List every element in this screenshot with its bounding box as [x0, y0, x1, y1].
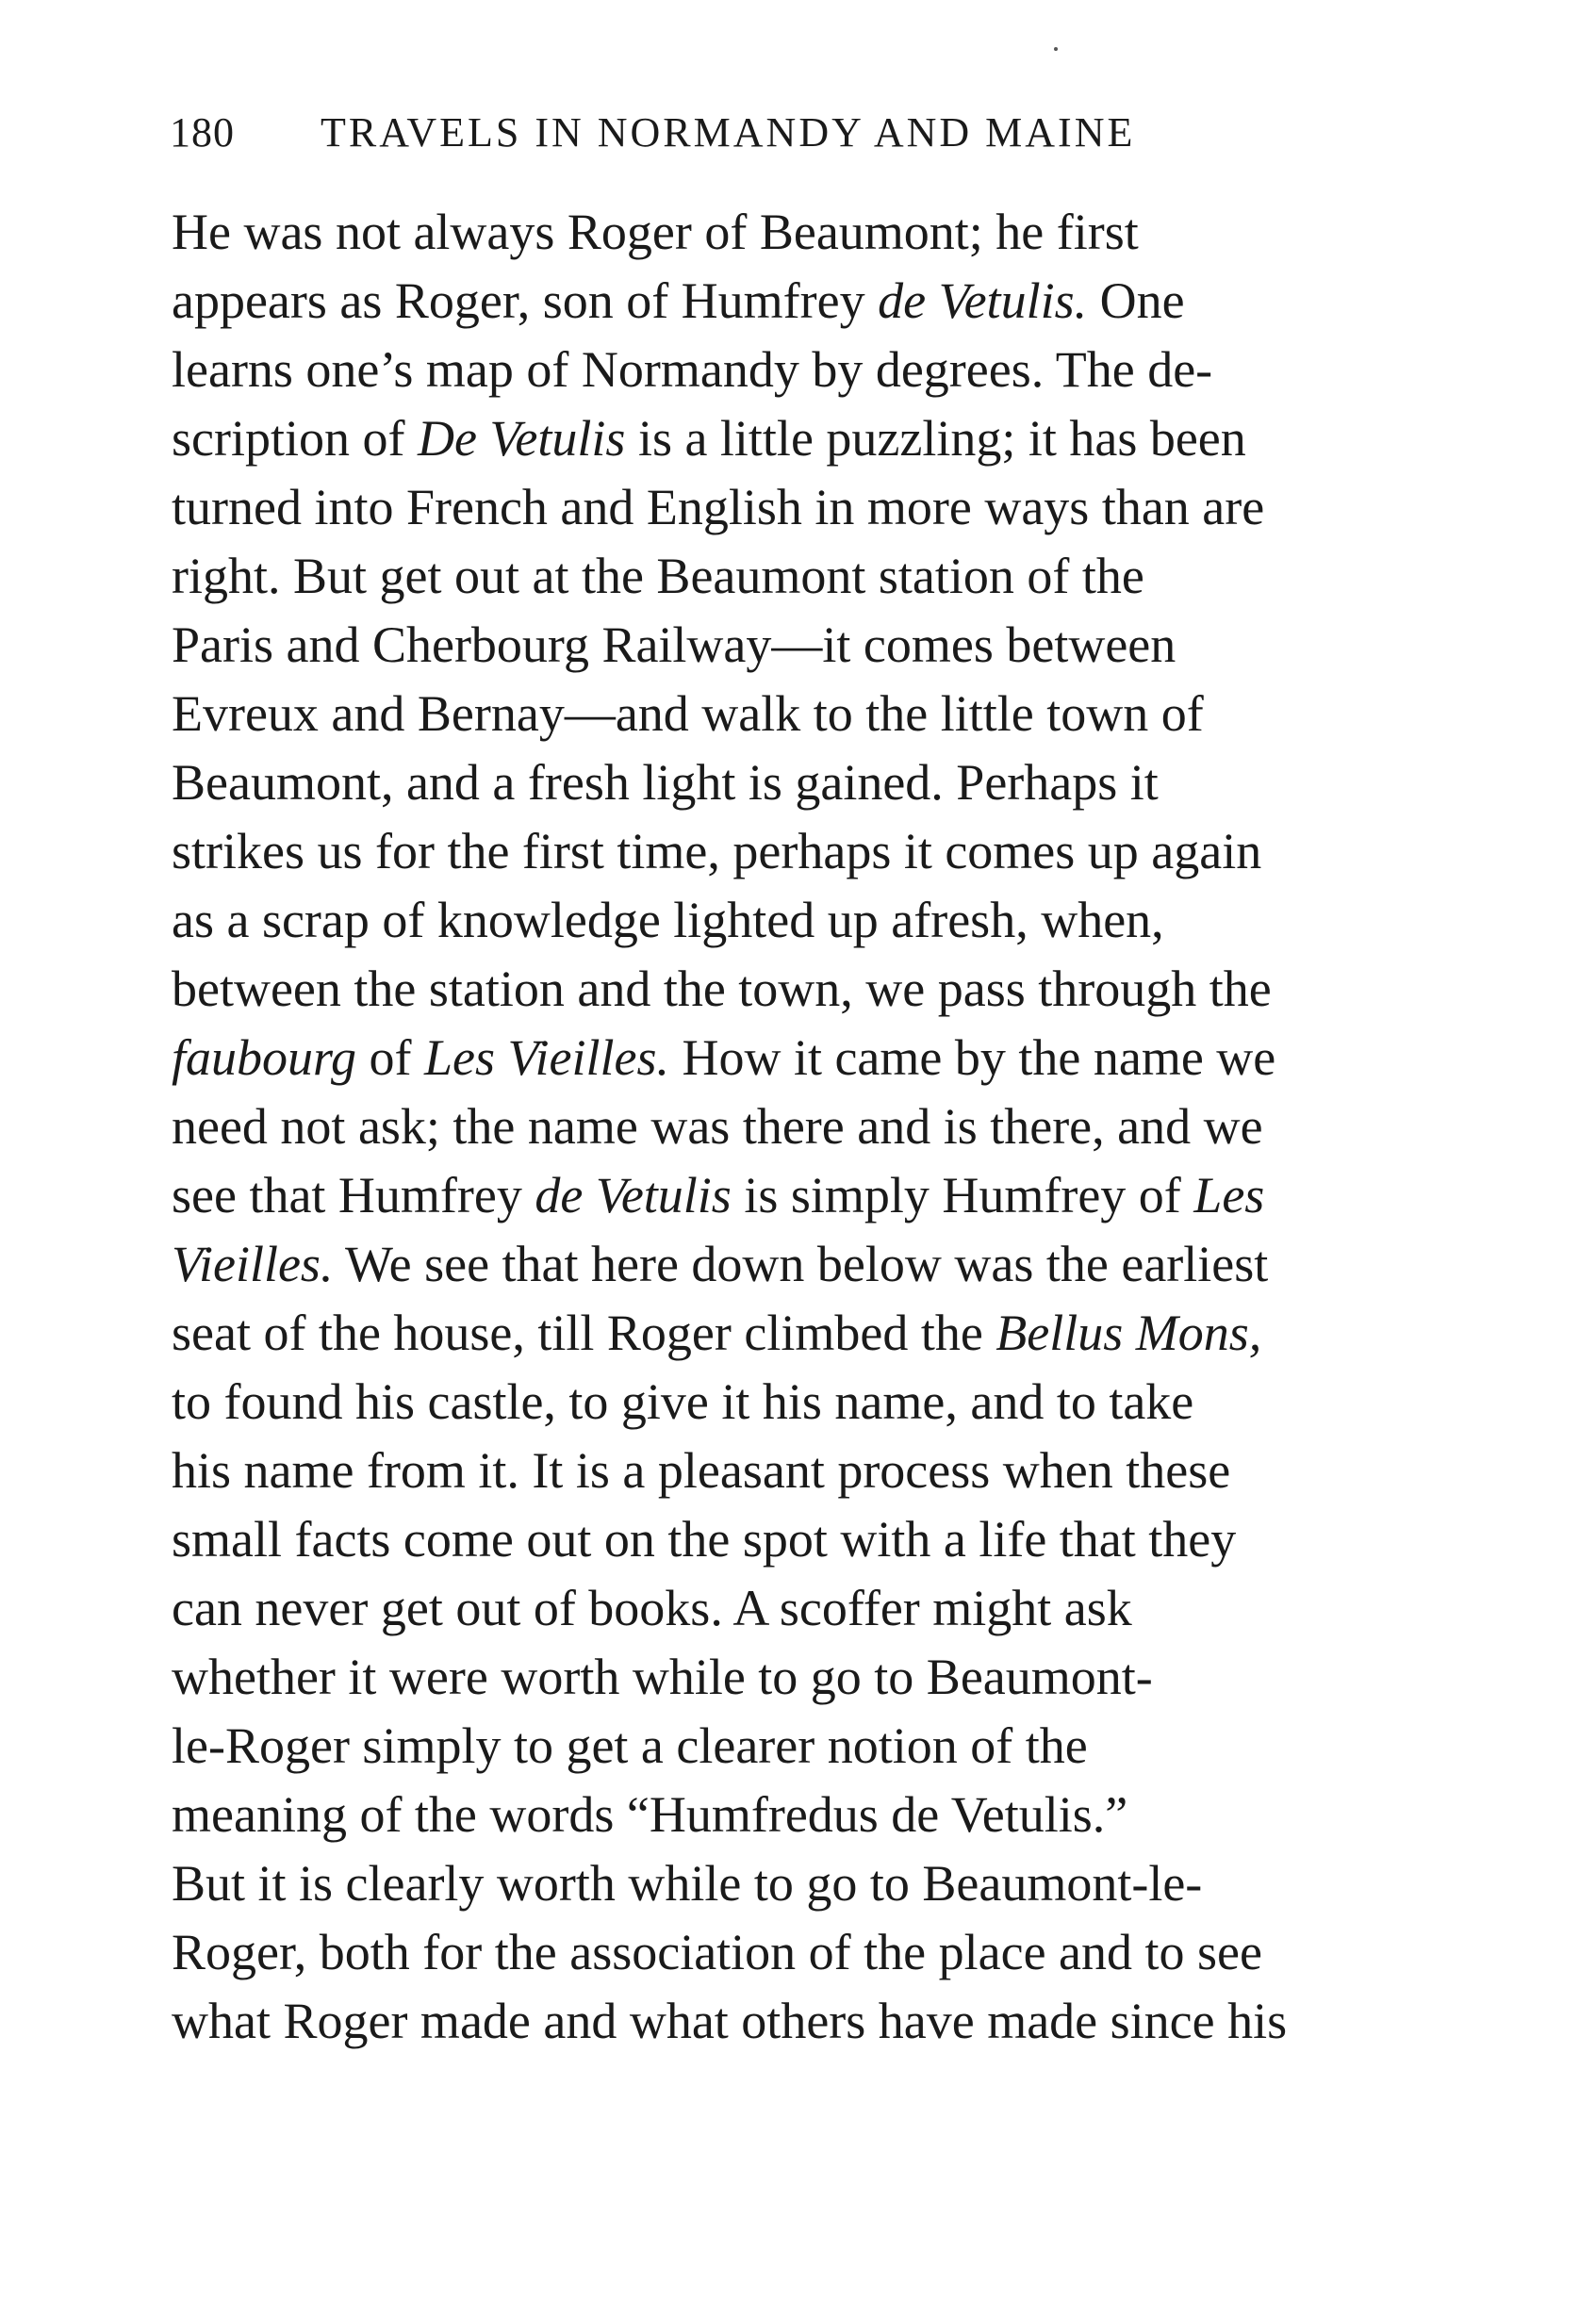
text-run: small facts come out on the spot with a life that they: [172, 1511, 1237, 1568]
text-line: [172, 336, 1444, 404]
italic-run: faubourg: [172, 1029, 357, 1086]
text-line: [172, 267, 1444, 336]
text-line: [172, 1574, 1444, 1643]
text-line: [172, 1230, 1444, 1299]
text-line: [172, 1299, 1444, 1368]
text-run: to found his castle, to give it his name, and to take: [172, 1373, 1194, 1430]
text-line: [172, 1849, 1444, 1918]
italic-run: de Vetulis: [535, 1167, 732, 1223]
text-run: le-Roger simply to get a clearer notion of the: [172, 1717, 1088, 1774]
text-line: [172, 1918, 1444, 1987]
text-line: [172, 1024, 1444, 1092]
text-line: [172, 198, 1444, 267]
text-run: whether it were worth while to go to Beaumont-: [172, 1649, 1153, 1705]
text-line: [172, 1643, 1444, 1712]
text-run: appears as Roger, son of Humfrey: [172, 272, 879, 329]
text-line: [172, 473, 1444, 542]
text-run: right. But get out at the Beaumont station of the: [172, 548, 1144, 604]
italic-run: Bellus Mons,: [995, 1305, 1262, 1361]
text-line: [172, 1987, 1444, 2056]
text-line: [172, 748, 1444, 817]
text-run: seat of the house, till Roger climbed the: [172, 1305, 996, 1361]
text-line: [172, 886, 1444, 955]
text-line: [172, 1712, 1444, 1781]
italic-run: Vieilles.: [172, 1236, 334, 1292]
text-line: [172, 817, 1444, 886]
text-run: see that Humfrey: [172, 1167, 535, 1223]
text-run: between the station and the town, we pass through the: [172, 961, 1272, 1017]
italic-run: de Vetulis.: [878, 272, 1088, 329]
italic-run: Les Vieilles.: [424, 1029, 669, 1086]
page-header: [170, 108, 1433, 165]
text-run: as a scrap of knowledge lighted up afresh, when,: [172, 892, 1164, 948]
text-line: [172, 955, 1444, 1024]
text-run: can never get out of books. A scoffer might ask: [172, 1580, 1132, 1636]
text-run: He was not always Roger of Beaumont; he first: [172, 204, 1139, 260]
text-line: [172, 404, 1444, 473]
italic-run: Les: [1193, 1167, 1265, 1223]
text-run: Roger, both for the association of the place and to see: [172, 1924, 1262, 1980]
italic-run: De Vetulis: [417, 410, 626, 467]
text-run: meaning of the words “Humfredus de Vetulis.”: [172, 1786, 1128, 1843]
text-run: is simply Humfrey of: [731, 1167, 1194, 1223]
running-title: TRAVELS IN NORMANDY AND MAINE: [321, 109, 1136, 156]
text-line: [172, 1437, 1444, 1505]
text-line: [172, 680, 1444, 748]
text-line: [172, 1092, 1444, 1161]
text-run: need not ask; the name was there and is there, and we: [172, 1098, 1263, 1155]
text-run: Evreux and Bernay—and walk to the little town of: [172, 685, 1204, 742]
text-run: what Roger made and what others have made since his: [172, 1993, 1288, 2049]
text-run: learns one’s map of Normandy by degrees. The de-: [172, 341, 1213, 398]
text-line: [172, 1781, 1444, 1849]
body-text: [172, 198, 1444, 2056]
text-run: But it is clearly worth while to go to Beaumont-le-: [172, 1855, 1203, 1912]
text-run: Beaumont, and a fresh light is gained. Perhaps it: [172, 754, 1159, 811]
text-run: We see that here down below was the earliest: [333, 1236, 1269, 1292]
text-run: strikes us for the first time, perhaps it comes up again: [172, 823, 1262, 879]
ink-speck: [1054, 47, 1058, 51]
text-run: of: [356, 1029, 424, 1086]
text-run: scription of: [172, 410, 418, 467]
text-run: How it came by the name we: [668, 1029, 1276, 1086]
text-run: One: [1087, 272, 1185, 329]
text-run: his name from it. It is a pleasant process when these: [172, 1442, 1231, 1499]
text-run: is a little puzzling; it has been: [625, 410, 1246, 467]
text-line: [172, 1368, 1444, 1437]
text-line: [172, 1505, 1444, 1574]
text-line: [172, 1161, 1444, 1230]
text-run: Paris and Cherbourg Railway—it comes between: [172, 616, 1176, 673]
text-run: turned into French and English in more ways than are: [172, 479, 1265, 535]
text-line: [172, 542, 1444, 611]
text-line: [172, 611, 1444, 680]
page-number: 180: [170, 109, 235, 156]
